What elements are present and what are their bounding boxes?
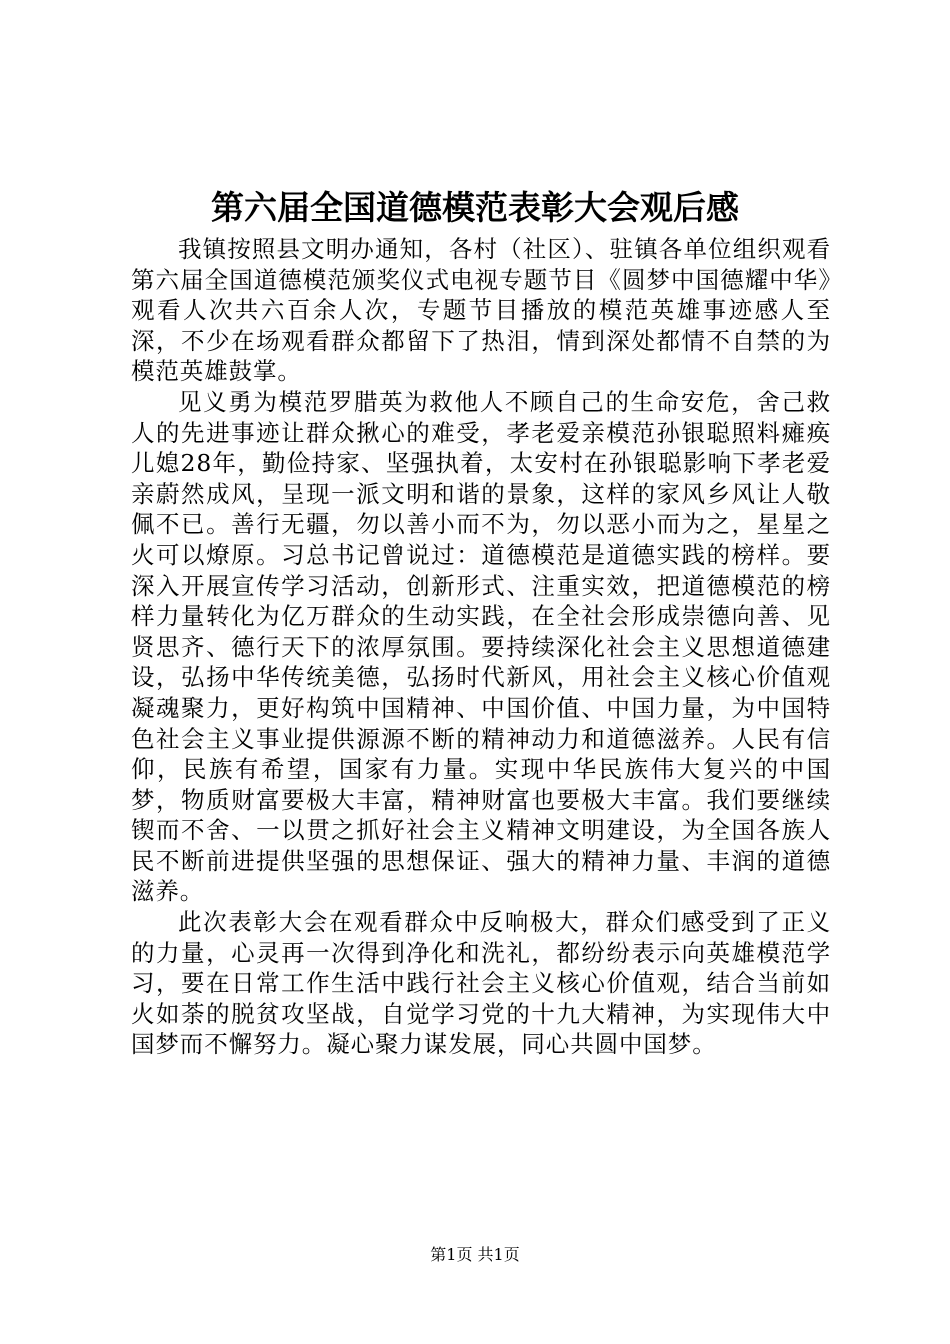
document-body — [131, 234, 831, 1060]
paragraph-1: 我镇按照县文明办通知，各村（社区）、驻镇各单位组织观看第六届全国道德模范颁奖仪式电视专题节目《圆梦中国德耀中华》观看人次共六百余人次，专题节目播放的模范英雄事迹感人至深，不少在场观看群众都留下了热泪，情到深处都情不自禁的为模范英雄鼓掌。 — [131, 235, 831, 386]
page-number-footer: 第1页 共1页 — [430, 1245, 520, 1264]
paragraph-2: 见义勇为模范罗腊英为救他人不顾自己的生命安危，舍己救人的先进事迹让群众揪心的难受，孝老爱亲模范孙银聪照料瘫痪儿媳28年，勤俭持家、坚强执着，太安村在孙银聪影响下孝老爱亲蔚然成风，呈现一派文明和谐的景象，这样的家风乡风让人敬佩不已。善行无疆，勿以善小而不为，勿以恶小而为之，星星之火可以燎原。习总书记曾说过：道德模范是道德实践的榜样。要深入开展宣传学习活动，创新形式、注重实效，把道德模范的榜样力量转化为亿万群众的生动实践，在全社会形成崇德向善、见贤思齐、德行天下的浓厚氛围。要持续深化社会主义思想道德建设，弘扬中华传统美德，弘扬时代新风，用社会主义核心价值观凝魂聚力，更好构筑中国精神、中国价值、中国力量，为中国特色社会主义事业提供源源不断的精神动力和道德滋养。人民有信仰，民族有希望，国家有力量。实现中华民族伟大复兴的中国梦，物质财富要极大丰富，精神财富也要极大丰富。我们要继续锲而不舍、一以贯之抓好社会主义精神文明建设，为全国各族人民不断前进提供坚强的思想保证、强大的精神力量、丰润的道德滋养。 — [131, 387, 831, 906]
paragraph-3: 此次表彰大会在观看群众中反响极大，群众们感受到了正义的力量，心灵再一次得到净化和洗礼，都纷纷表示向英雄模范学习，要在日常工作生活中践行社会主义核心价值观，结合当前如火如荼的脱贫攻坚战，自觉学习党的十九大精神，为实现伟大中国梦而不懈努力。凝心聚力谋发展，同心共圆中国梦。 — [131, 908, 831, 1059]
document-title: 第六届全国道德模范表彰大会观后感 — [211, 188, 739, 227]
